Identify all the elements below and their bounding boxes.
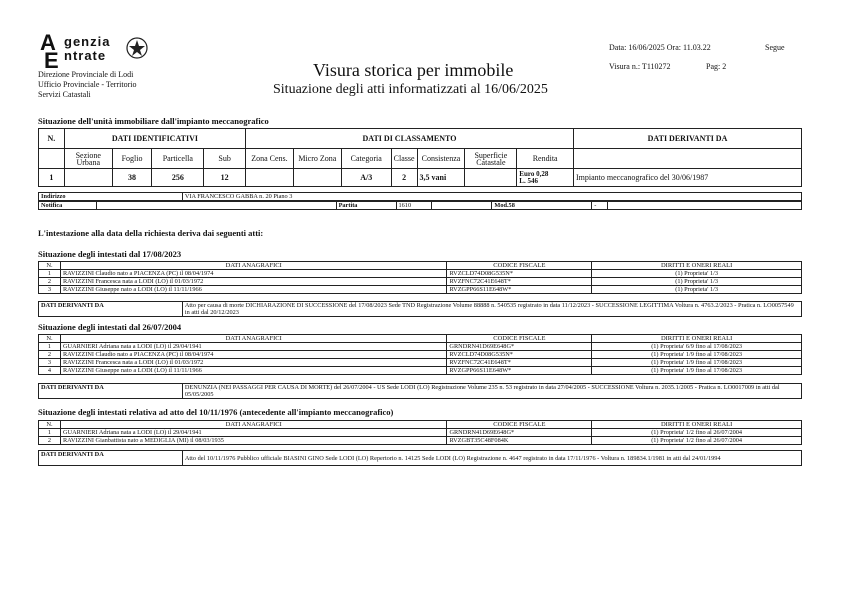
row-diritti: (1) Proprieta' 1/2 fino al 26/07/2004 <box>592 429 802 437</box>
row-codice-fiscale: RVZFNC72C41E648T* <box>447 359 592 367</box>
section-2-table <box>38 334 802 375</box>
rendita-header: Rendita <box>517 149 574 169</box>
row-n: 1 <box>39 270 61 278</box>
page-subtitle: Situazione degli atti informatizzati al 16/06/2025 <box>273 82 548 97</box>
unit-row-zona <box>245 169 293 187</box>
row-n: 2 <box>39 437 61 445</box>
col-n-header: N. <box>39 129 65 149</box>
page-title: Visura storica per immobile <box>313 60 514 80</box>
unit-row-sub: 12 <box>204 169 246 187</box>
office-line-2: Ufficio Provinciale - Territorio <box>38 80 137 89</box>
s3-col-diritti: DIRITTI E ONERI REALI <box>592 421 802 429</box>
unit-row-sezione <box>64 169 112 187</box>
s1-col-n: N. <box>39 262 61 270</box>
table-row <box>39 343 802 351</box>
logo-text-line1: genzia <box>64 34 111 49</box>
zona-cens-header: Zona Cens. <box>245 149 293 169</box>
section-1-derivanti <box>38 301 802 317</box>
categoria-header: Categoria <box>341 149 391 169</box>
unit-row-derivanti: Impianto meccanografico del 30/06/1987 <box>574 169 802 187</box>
logo-text-line2: ntrate <box>64 48 107 63</box>
row-diritti: (1) Proprieta' 1/3 <box>592 270 802 278</box>
superficie-catastale-header: Superficie Catastale <box>465 149 517 169</box>
particella-header: Particella <box>152 149 204 169</box>
row-diritti: (1) Proprieta' 1/3 <box>592 286 802 294</box>
s2-col-cf: CODICE FISCALE <box>447 335 592 343</box>
rendita-euro: Euro 0,28 <box>519 169 549 178</box>
consistenza-header: Consistenza <box>417 149 465 169</box>
row-anagrafici: RAVIZZINI Giuseppe nato a LODI (LO) il 11/11/1966 <box>60 367 446 375</box>
row-codice-fiscale: RVZCLD74D08G535N* <box>447 270 592 278</box>
table-row <box>39 286 802 294</box>
page-number: Pag: 2 <box>706 62 727 71</box>
intestazione-note: L'intestazione alla data della richiesta deriva dai seguenti atti: <box>38 228 264 238</box>
s2-col-anagrafici: DATI ANAGRAFICI <box>60 335 446 343</box>
table-row <box>39 437 802 445</box>
unit-row-classe: 2 <box>391 169 417 187</box>
section-3-derivanti <box>38 450 802 466</box>
row-anagrafici: RAVIZZINI Francesca nata a LODI (LO) il 01/03/1972 <box>60 278 446 286</box>
sezione-urbana-header: Sezione Urbana <box>64 149 112 169</box>
s3-col-n: N. <box>39 421 61 429</box>
notifica-label: Notifica <box>39 202 97 210</box>
emblem-icon <box>126 36 148 60</box>
row-n: 2 <box>39 278 61 286</box>
row-anagrafici: RAVIZZINI Claudio nato a PIACENZA (PC) il 08/04/1974 <box>60 270 446 278</box>
s3-col-cf: CODICE FISCALE <box>447 421 592 429</box>
partita-value: 1610 <box>396 202 432 210</box>
mod58-value: - <box>592 202 608 210</box>
unit-row-categoria: A/3 <box>341 169 391 187</box>
row-anagrafici: RAVIZZINI Francesca nata a LODI (LO) il 01/03/1972 <box>60 359 446 367</box>
s2-deriv-text: DENUNZIA (NEI PASSAGGI PER CAUSA DI MORTE) del 26/07/2004 - US Sede LODI (LO) Registrazione Volume 235 n. 53 registrato in data 27/04/2005 - SUCCESSIONE Voltura n. 2035.1/2005 - Pratica n. LO0017009 in atti dal 05/05/2005 <box>182 384 801 399</box>
indirizzo-value: VIA FRANCESCO GABBA n. 20 Piano 3 <box>182 193 801 201</box>
section-1-table <box>38 261 802 294</box>
table-row <box>39 351 802 359</box>
row-diritti: (1) Proprieta' 6/9 fino al 17/08/2023 <box>592 343 802 351</box>
s1-col-cf: CODICE FISCALE <box>447 262 592 270</box>
foglio-header: Foglio <box>112 149 152 169</box>
unit-row-superficie <box>465 169 517 187</box>
logo-initial-a: A <box>40 30 57 55</box>
row-anagrafici: RAVIZZINI Giuseppe nato a LODI (LO) il 11/11/1966 <box>60 286 446 294</box>
sub-header: Sub <box>204 149 246 169</box>
row-codice-fiscale: RVZFNC72C41E648T* <box>447 278 592 286</box>
office-line-1: Direzione Provinciale di Lodi <box>38 70 134 79</box>
unit-row-particella: 256 <box>152 169 204 187</box>
section-1-heading: Situazione degli intestati dal 17/08/2023 <box>38 249 182 259</box>
office-line-3: Servizi Catastali <box>38 90 91 99</box>
dati-identificativi-header: DATI IDENTIFICATIVI <box>64 129 245 149</box>
row-codice-fiscale: RVZCLD74D08G535N* <box>447 351 592 359</box>
row-diritti: (1) Proprieta' 1/9 fino al 17/08/2023 <box>592 359 802 367</box>
row-codice-fiscale: GRNDRN41D69E648G* <box>447 429 592 437</box>
row-diritti: (1) Proprieta' 1/9 fino al 17/08/2023 <box>592 367 802 375</box>
table-row <box>39 278 802 286</box>
row-n: 3 <box>39 359 61 367</box>
mod58-label: Mod.58 <box>492 202 592 210</box>
row-anagrafici: GUARNIERI Adriana nata a LODI (LO) il 29/04/1941 <box>60 429 446 437</box>
unit-section-heading: Situazione dell'unità immobiliare dall'impianto meccanografico <box>38 116 269 126</box>
table-row <box>39 367 802 375</box>
s1-deriv-label: DATI DERIVANTI DA <box>39 302 183 317</box>
dati-classamento-header: DATI DI CLASSAMENTO <box>245 129 573 149</box>
s1-deriv-text: Atto per causa di morte DICHIARAZIONE DI SUCCESSIONE del 17/08/2023 Sede TND Registrazione Volume 88888 n. 540535 registrato in data 11/12/2023 - SUCCESSIONE LEGITTIMA Voltura n. 4763.2/2023 - Pratica n. LO0057549 in atti dal 20/12/2023 <box>182 302 801 317</box>
s3-deriv-label: DATI DERIVANTI DA <box>39 451 183 466</box>
section-2-derivanti <box>38 383 802 399</box>
micro-zona-header: Micro Zona <box>293 149 341 169</box>
row-codice-fiscale: RVZGPP66S11E648W* <box>447 367 592 375</box>
row-diritti: (1) Proprieta' 1/3 <box>592 278 802 286</box>
table-row <box>39 429 802 437</box>
s2-deriv-label: DATI DERIVANTI DA <box>39 384 183 399</box>
row-anagrafici: RAVIZZINI Gianbattista nato a MEDIGLIA (MI) il 08/03/1935 <box>60 437 446 445</box>
partita-label: Partita <box>336 202 396 210</box>
section-2-heading: Situazione degli intestati dal 26/07/2004 <box>38 322 182 332</box>
row-codice-fiscale: RVZGPP66S11E648W* <box>447 286 592 294</box>
s2-col-n: N. <box>39 335 61 343</box>
dati-derivanti-header: DATI DERIVANTI DA <box>574 129 802 149</box>
indirizzo-table <box>38 192 802 201</box>
row-n: 1 <box>39 429 61 437</box>
section-3-table <box>38 420 802 445</box>
unit-row-micro <box>293 169 341 187</box>
segue-label: Segue <box>765 43 785 52</box>
indirizzo-label: Indirizzo <box>39 193 183 201</box>
row-anagrafici: RAVIZZINI Claudio nato a PIACENZA (PC) il 08/04/1974 <box>60 351 446 359</box>
section-3-heading: Situazione degli intestati relativa ad atto del 10/11/1976 (antecedente all'impianto meccanografico) <box>38 407 394 417</box>
row-n: 2 <box>39 351 61 359</box>
unit-row-n: 1 <box>39 169 65 187</box>
unit-table <box>38 128 802 187</box>
notifica-table <box>38 201 802 210</box>
row-diritti: (1) Proprieta' 1/9 fino al 17/08/2023 <box>592 351 802 359</box>
s1-col-anagrafici: DATI ANAGRAFICI <box>60 262 446 270</box>
row-codice-fiscale: GRNDRN41D69E648G* <box>447 343 592 351</box>
row-n: 1 <box>39 343 61 351</box>
s3-deriv-text: Atto del 10/11/1976 Pubblico ufficiale BIASINI GINO Sede LODI (LO) Repertorio n. 14125 Sede LODI (LO) Registrazione n. 4647 registrato in data 17/11/1976 - Voltura n. 189834.1/1981 in atti dal 24/01/1994 <box>182 451 801 466</box>
unit-row-consistenza: 3,5 vani <box>417 169 465 187</box>
row-n: 4 <box>39 367 61 375</box>
table-row <box>39 359 802 367</box>
logo-initial-e: E <box>44 48 60 73</box>
row-diritti: (1) Proprieta' 1/2 fino al 26/07/2004 <box>592 437 802 445</box>
print-date: Data: 16/06/2025 Ora: 11.03.22 <box>609 43 711 52</box>
visura-number: Visura n.: T110272 <box>609 62 671 71</box>
row-codice-fiscale: RVZGBT35C48F084K <box>447 437 592 445</box>
rendita-lire: L. 546 <box>519 176 538 185</box>
s1-col-diritti: DIRITTI E ONERI REALI <box>592 262 802 270</box>
row-n: 3 <box>39 286 61 294</box>
row-anagrafici: GUARNIERI Adriana nata a LODI (LO) il 29/04/1941 <box>60 343 446 351</box>
unit-row-rendita <box>517 169 574 187</box>
unit-row-foglio: 38 <box>112 169 152 187</box>
s3-col-anagrafici: DATI ANAGRAFICI <box>60 421 446 429</box>
classe-header: Classe <box>391 149 417 169</box>
s2-col-diritti: DIRITTI E ONERI REALI <box>592 335 802 343</box>
table-row <box>39 270 802 278</box>
